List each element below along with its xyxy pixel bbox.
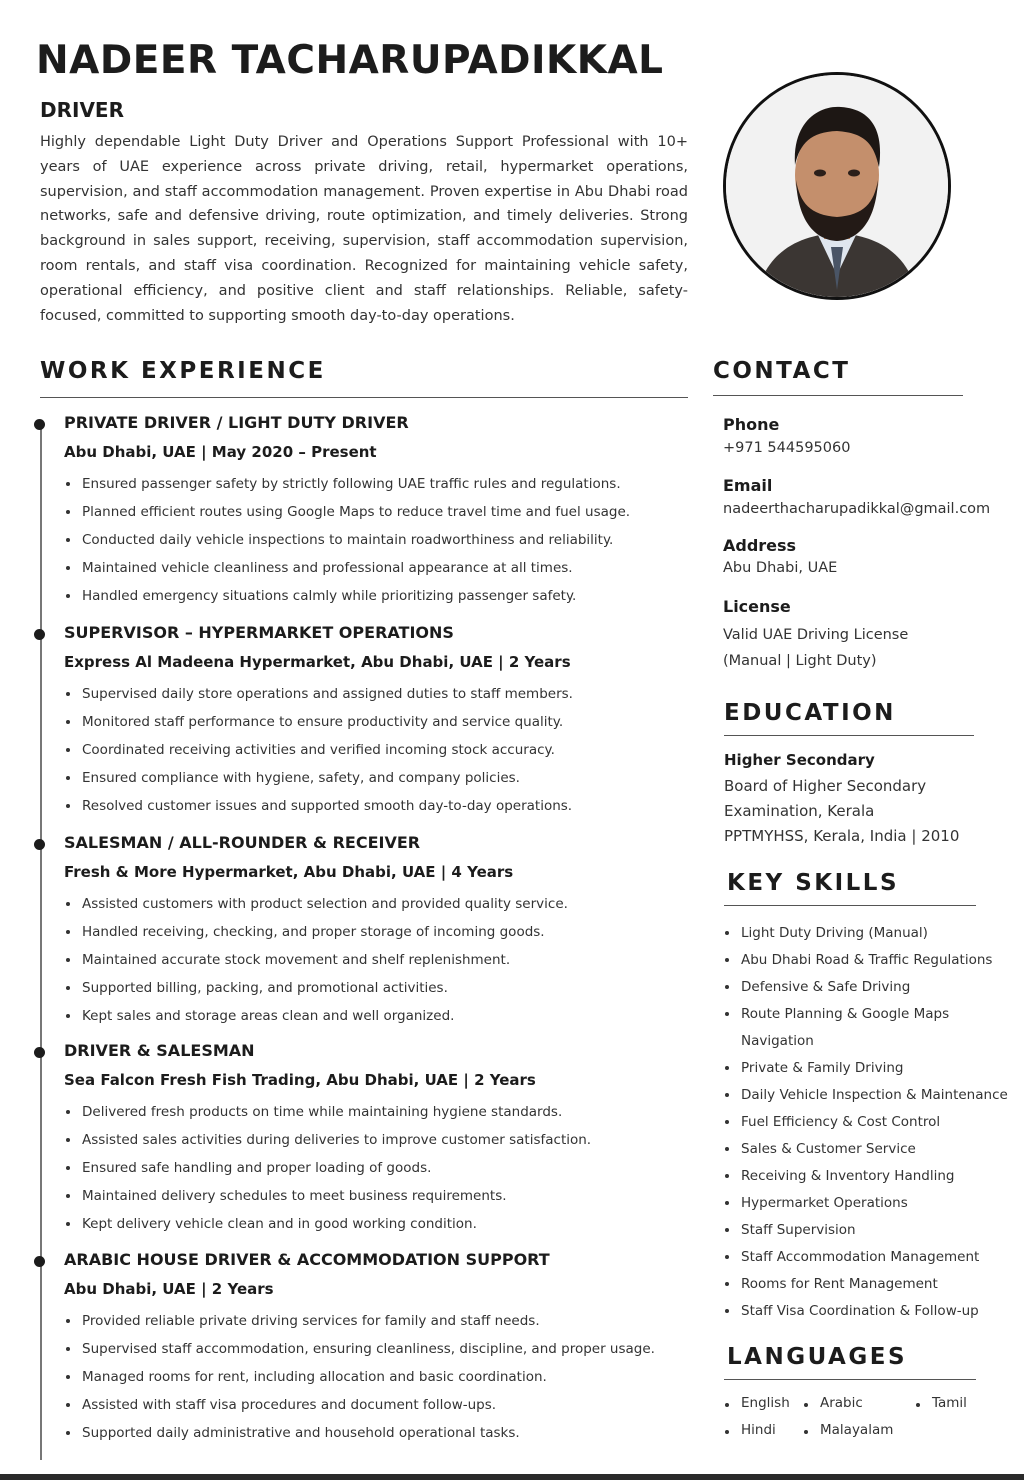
education-board: Board of Higher Secondary: [724, 777, 927, 795]
address-label: Address: [723, 536, 797, 555]
education-degree: Higher Secondary: [724, 751, 875, 769]
skills-list: [724, 920, 1024, 1325]
job-employer: Sea Falcon Fresh Fish Trading, Abu Dhabi, UAE | 2 Years: [64, 1071, 536, 1089]
phone-label: Phone: [723, 415, 780, 434]
license-class: (Manual | Light Duty): [723, 653, 877, 669]
list-item: Handled emergency situations calmly while prioritizing passenger safety.: [64, 584, 694, 612]
list-item: Abu Dhabi Road & Traffic Regulations: [724, 947, 1024, 974]
education-school: PPTMYHSS, Kerala, India | 2010: [724, 827, 960, 845]
job-title: ARABIC HOUSE DRIVER & ACCOMMODATION SUPPORT: [64, 1250, 550, 1269]
languages-divider: [724, 1379, 976, 1380]
language-tamil: Tamil: [915, 1395, 967, 1411]
job-entry: [64, 1040, 694, 1240]
list-item: Private & Family Driving: [724, 1055, 1024, 1082]
list-item: Handled receiving, checking, and proper storage of incoming goods.: [64, 920, 694, 948]
work-experience-divider: [40, 397, 688, 398]
skills-divider: [724, 905, 976, 906]
list-item: Maintained vehicle cleanliness and professional appearance at all times.: [64, 556, 694, 584]
job-role: DRIVER: [40, 98, 124, 122]
list-item: Assisted customers with product selection and provided quality service.: [64, 892, 694, 920]
job-duties: [64, 892, 694, 1032]
list-item: Kept delivery vehicle clean and in good working condition.: [64, 1212, 694, 1240]
job-title: SUPERVISOR – HYPERMARKET OPERATIONS: [64, 623, 454, 642]
list-item: Receiving & Inventory Handling: [724, 1163, 1024, 1190]
job-employer: Abu Dhabi, UAE | 2 Years: [64, 1280, 274, 1298]
list-item: Staff Accommodation Management: [724, 1244, 1024, 1271]
list-item: Delivered fresh products on time while maintaining hygiene standards.: [64, 1100, 694, 1128]
job-entry: [64, 1249, 694, 1449]
job-duties: [64, 1100, 694, 1240]
list-item: Fuel Efficiency & Cost Control: [724, 1109, 1024, 1136]
address-value: Abu Dhabi, UAE: [723, 560, 838, 576]
list-item: Daily Vehicle Inspection & Maintenance: [724, 1082, 1024, 1109]
education-board-region: Examination, Kerala: [724, 802, 875, 820]
list-item: Ensured passenger safety by strictly following UAE traffic rules and regulations.: [64, 472, 694, 500]
email-value: nadeerthacharupadikkal@gmail.com: [723, 501, 991, 517]
list-item: Maintained delivery schedules to meet business requirements.: [64, 1184, 694, 1212]
phone-value: +971 544595060: [723, 440, 851, 456]
timeline-dot: [34, 1047, 45, 1058]
license-type: Valid UAE Driving License: [723, 627, 909, 643]
job-employer: Fresh & More Hypermarket, Abu Dhabi, UAE | 4 Years: [64, 863, 514, 881]
job-employer: Abu Dhabi, UAE | May 2020 – Present: [64, 443, 377, 461]
language-hindi: Hindi: [724, 1422, 776, 1438]
skills-heading: KEY SKILLS: [727, 870, 900, 896]
list-item: Supported billing, packing, and promotional activities.: [64, 976, 694, 1004]
list-item: Staff Visa Coordination & Follow-up: [724, 1298, 1024, 1325]
job-entry: [64, 622, 694, 822]
list-item: Monitored staff performance to ensure productivity and service quality.: [64, 710, 694, 738]
timeline-dot: [34, 629, 45, 640]
contact-divider: [713, 395, 963, 396]
list-item: Assisted sales activities during deliveries to improve customer satisfaction.: [64, 1128, 694, 1156]
list-item: Ensured safe handling and proper loading of goods.: [64, 1156, 694, 1184]
list-item: Resolved customer issues and supported smooth day-to-day operations.: [64, 794, 694, 822]
list-item: Supervised daily store operations and assigned duties to staff members.: [64, 682, 694, 710]
list-item: Sales & Customer Service: [724, 1136, 1024, 1163]
job-entry: [64, 832, 694, 1032]
job-duties: [64, 1309, 694, 1449]
job-duties: [64, 682, 694, 822]
contact-heading: CONTACT: [713, 358, 851, 384]
list-item: Supported daily administrative and household operational tasks.: [64, 1421, 694, 1449]
languages-heading: LANGUAGES: [727, 1344, 908, 1370]
job-title: SALESMAN / ALL-ROUNDER & RECEIVER: [64, 833, 421, 852]
list-item: Staff Supervision: [724, 1217, 1024, 1244]
license-label: License: [723, 597, 791, 616]
list-item: Ensured compliance with hygiene, safety, and company policies.: [64, 766, 694, 794]
list-item: Hypermarket Operations: [724, 1190, 1024, 1217]
list-item: Coordinated receiving activities and verified incoming stock accuracy.: [64, 738, 694, 766]
job-entry: [64, 412, 694, 612]
job-title: DRIVER & SALESMAN: [64, 1041, 255, 1060]
list-item: Maintained accurate stock movement and shelf replenishment.: [64, 948, 694, 976]
candidate-name: NADEER TACHARUPADIKKAL: [36, 38, 664, 83]
list-item: Managed rooms for rent, including allocation and basic coordination.: [64, 1365, 694, 1393]
language-arabic: Arabic: [803, 1395, 863, 1411]
email-label: Email: [723, 476, 773, 495]
timeline-dot: [34, 1256, 45, 1267]
timeline-dot: [34, 839, 45, 850]
job-title: PRIVATE DRIVER / LIGHT DUTY DRIVER: [64, 413, 409, 432]
education-divider: [724, 735, 974, 736]
list-item: Rooms for Rent Management: [724, 1271, 1024, 1298]
profile-summary: Highly dependable Light Duty Driver and Operations Support Professional with 10+ years of UAE experience across private driving, retail, hypermarket operations, supervision, and staff accommodation management. Proven expertise in Abu Dhabi road networks, safe and defensive driving, route optimization, and timely deliveries. Strong background in sales support, receiving, supervision, staff accommodation supervision, room rentals, and staff visa coordination. Recognized for maintaining vehicle safety, operational efficiency, and positive client and staff relationships. Reliable, safety-focused, committed to supporting smooth day-to-day operations.: [40, 134, 688, 324]
job-duties: [64, 472, 694, 612]
list-item: Defensive & Safe Driving: [724, 974, 1024, 1001]
list-item: Kept sales and storage areas clean and well organized.: [64, 1004, 694, 1032]
language-english: English: [724, 1395, 790, 1411]
list-item: Provided reliable private driving services for family and staff needs.: [64, 1309, 694, 1337]
list-item: Conducted daily vehicle inspections to maintain roadworthiness and reliability.: [64, 528, 694, 556]
timeline-dot: [34, 419, 45, 430]
list-item: Assisted with staff visa procedures and document follow-ups.: [64, 1393, 694, 1421]
timeline-line: [40, 424, 42, 1460]
language-malayalam: Malayalam: [803, 1422, 893, 1438]
education-heading: EDUCATION: [724, 700, 896, 726]
list-item: Supervised staff accommodation, ensuring cleanliness, discipline, and proper usage.: [64, 1337, 694, 1365]
work-experience-heading: WORK EXPERIENCE: [40, 358, 326, 384]
profile-photo: [723, 72, 951, 300]
person-portrait-icon: [726, 75, 948, 297]
page-bottom-border: [0, 1474, 1024, 1480]
list-item: Planned efficient routes using Google Maps to reduce travel time and fuel usage.: [64, 500, 694, 528]
list-item: Light Duty Driving (Manual): [724, 920, 1024, 947]
list-item: Route Planning & Google Maps Navigation: [724, 1001, 981, 1055]
job-employer: Express Al Madeena Hypermarket, Abu Dhabi, UAE | 2 Years: [64, 653, 571, 671]
